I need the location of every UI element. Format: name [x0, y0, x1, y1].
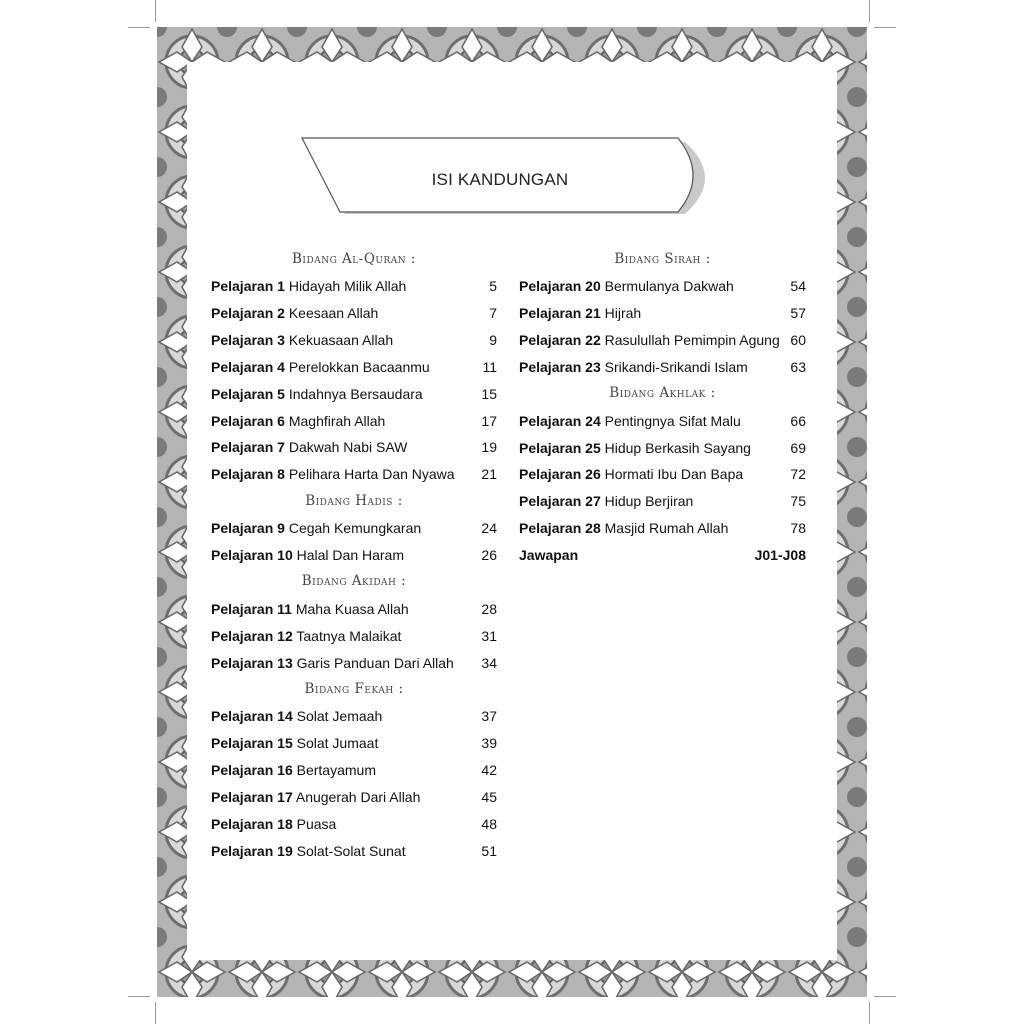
lesson-number: Pelajaran 20 — [519, 278, 601, 295]
lesson-number: Pelajaran 12 — [211, 627, 293, 644]
lesson-number: Pelajaran 13 — [211, 654, 293, 671]
toc-entry[interactable] — [211, 434, 497, 461]
lesson-number: Pelajaran 11 — [211, 600, 292, 617]
toc-entry[interactable] — [519, 407, 806, 434]
page-number: J01-J08 — [754, 547, 806, 564]
toc-entry[interactable] — [211, 730, 497, 757]
toc-entry[interactable] — [211, 837, 497, 864]
lesson-title: Kekuasaan Allah — [288, 332, 394, 349]
page-number: 5 — [489, 278, 497, 295]
page-number: 34 — [481, 654, 497, 671]
lesson-title: Anugerah Dari Allah — [295, 788, 421, 805]
page-number: 54 — [790, 278, 806, 295]
page-number: 21 — [481, 466, 497, 483]
lesson-title: Cegah Kemungkaran — [288, 520, 422, 537]
toc-entry[interactable] — [519, 327, 806, 354]
lesson-number: Pelajaran 26 — [519, 466, 601, 483]
toc-entry[interactable] — [211, 703, 497, 730]
lesson-number: Pelajaran 3 — [211, 332, 285, 349]
page-number: 37 — [481, 708, 497, 725]
toc-entry-answers[interactable] — [519, 542, 806, 569]
page-number: 69 — [790, 439, 806, 456]
lesson-title: Hidayah Milik Allah — [288, 278, 407, 295]
lesson-number: Pelajaran 22 — [519, 332, 601, 349]
lesson-number: Pelajaran 27 — [519, 493, 601, 510]
lesson-title: Halal Dan Haram — [296, 547, 404, 564]
crop-mark — [874, 996, 896, 997]
crop-mark — [128, 27, 150, 28]
lesson-number: Pelajaran 2 — [211, 305, 285, 322]
lesson-title: Maghfirah Allah — [288, 412, 386, 429]
lesson-title: Bermulanya Dakwah — [604, 278, 734, 295]
toc-entry[interactable] — [211, 515, 497, 542]
lesson-number: Pelajaran 7 — [211, 439, 285, 456]
lesson-title: Solat-Solat Sunat — [296, 842, 406, 859]
toc-entry[interactable] — [211, 810, 497, 837]
toc-entry[interactable] — [211, 273, 497, 300]
lesson-title: Rasulullah Pemimpin Agung — [604, 332, 780, 349]
crop-mark — [155, 1002, 156, 1024]
section-heading: Bidang Al-Quran : — [292, 251, 416, 267]
lesson-title: Hormati Ibu Dan Bapa — [604, 466, 744, 483]
lesson-title: Puasa — [296, 815, 337, 832]
crop-mark — [155, 0, 156, 22]
page-number: 78 — [790, 520, 806, 537]
toc-entry[interactable] — [519, 354, 806, 381]
page-number: 15 — [481, 385, 497, 402]
toc-entry[interactable] — [519, 461, 806, 488]
lesson-number: Pelajaran 9 — [211, 520, 285, 537]
lesson-number: Pelajaran 21 — [519, 305, 601, 322]
toc-left-column — [211, 246, 497, 864]
toc-entry[interactable] — [519, 488, 806, 515]
section-heading: Bidang Hadis : — [305, 492, 403, 509]
page-number: 24 — [481, 520, 497, 537]
page-number: 51 — [481, 842, 497, 859]
toc-entry[interactable] — [211, 622, 497, 649]
page-number: 19 — [481, 439, 497, 456]
page-number: 9 — [489, 332, 497, 349]
lesson-number: Pelajaran 8 — [211, 466, 285, 483]
lesson-number: Pelajaran 1 — [211, 278, 285, 295]
toc-entry[interactable] — [211, 354, 497, 381]
page-number: 26 — [481, 547, 497, 564]
lesson-number: Pelajaran 17 — [211, 788, 293, 805]
lesson-number: Pelajaran 14 — [211, 708, 293, 725]
crop-mark — [869, 1002, 870, 1024]
toc-entry[interactable] — [211, 595, 497, 622]
section-heading: Bidang Akhlak : — [609, 385, 716, 402]
crop-mark — [869, 0, 870, 22]
lesson-number: Pelajaran 19 — [211, 842, 293, 859]
lesson-title: Pentingnya Sifat Malu — [604, 412, 741, 429]
page-number: 63 — [790, 358, 806, 375]
lesson-title: Hidup Berjiran — [604, 493, 694, 510]
page-number: 72 — [790, 466, 806, 483]
toc-entry[interactable] — [519, 300, 806, 327]
toc-entry[interactable] — [211, 649, 497, 676]
toc-entry[interactable] — [519, 434, 806, 461]
lesson-title: Bertayamum — [296, 762, 376, 779]
toc-entry[interactable] — [519, 515, 806, 542]
lesson-title: Hijrah — [604, 305, 642, 322]
lesson-number: Pelajaran 10 — [211, 547, 293, 564]
lesson-title: Perelokkan Bacaanmu — [288, 358, 430, 375]
toc-entry[interactable] — [211, 407, 497, 434]
section-heading: Bidang Fekah : — [304, 680, 404, 697]
lesson-title: Garis Panduan Dari Allah — [296, 654, 454, 671]
lesson-number: Pelajaran 15 — [211, 735, 293, 752]
page-number: 31 — [481, 627, 497, 644]
toc-entry[interactable] — [519, 273, 806, 300]
page-number: 7 — [489, 305, 497, 322]
lesson-title: Maha Kuasa Allah — [295, 600, 409, 617]
toc-entry[interactable] — [211, 300, 497, 327]
lesson-number: Pelajaran 25 — [519, 439, 601, 456]
lesson-number: Pelajaran 28 — [519, 520, 601, 537]
lesson-title: Solat Jemaah — [296, 708, 383, 725]
page-number: 48 — [481, 815, 497, 832]
page-number: 60 — [790, 332, 806, 349]
page-number: 66 — [790, 412, 806, 429]
page-title: ISI KANDUNGAN — [431, 170, 569, 189]
lesson-number: Pelajaran 4 — [211, 358, 285, 375]
crop-mark — [128, 996, 150, 997]
page-number: 28 — [481, 600, 497, 617]
toc-entry[interactable] — [211, 461, 497, 488]
section-heading: Bidang Sirah : — [614, 251, 711, 267]
toc-entry[interactable] — [211, 784, 497, 811]
lesson-title: Taatnya Malaikat — [296, 627, 402, 644]
lesson-number: Pelajaran 5 — [211, 385, 285, 402]
page-number: 75 — [790, 493, 806, 510]
toc-right-column — [519, 246, 806, 568]
lesson-title: Srikandi-Srikandi Islam — [604, 358, 748, 375]
lesson-title: Hidup Berkasih Sayang — [604, 439, 751, 456]
lesson-title: Indahnya Bersaudara — [288, 385, 423, 402]
lesson-title: Solat Jumaat — [296, 735, 379, 752]
section-heading: Bidang Akidah : — [301, 573, 407, 590]
lesson-number: Pelajaran 6 — [211, 412, 285, 429]
page-number: 17 — [481, 412, 497, 429]
page-number: 57 — [790, 305, 806, 322]
lesson-number: Pelajaran 24 — [519, 412, 601, 429]
lesson-title: Dakwah Nabi SAW — [288, 439, 408, 456]
toc-entry[interactable] — [211, 327, 497, 354]
page-number: 42 — [481, 762, 497, 779]
lesson-number: Pelajaran 16 — [211, 762, 293, 779]
page-number: 11 — [482, 358, 497, 375]
crop-mark — [874, 27, 896, 28]
lesson-title: Keesaan Allah — [288, 305, 379, 322]
toc-entry[interactable] — [211, 757, 497, 784]
lesson-title: Masjid Rumah Allah — [604, 520, 729, 537]
toc-entry[interactable] — [211, 542, 497, 569]
lesson-title: Pelihara Harta Dan Nyawa — [288, 466, 455, 483]
page-number: 45 — [481, 788, 497, 805]
toc-entry[interactable] — [211, 380, 497, 407]
answers-title: Jawapan — [519, 547, 579, 564]
lesson-number: Pelajaran 18 — [211, 815, 293, 832]
lesson-number: Pelajaran 23 — [519, 358, 601, 375]
page-number: 39 — [481, 735, 497, 752]
